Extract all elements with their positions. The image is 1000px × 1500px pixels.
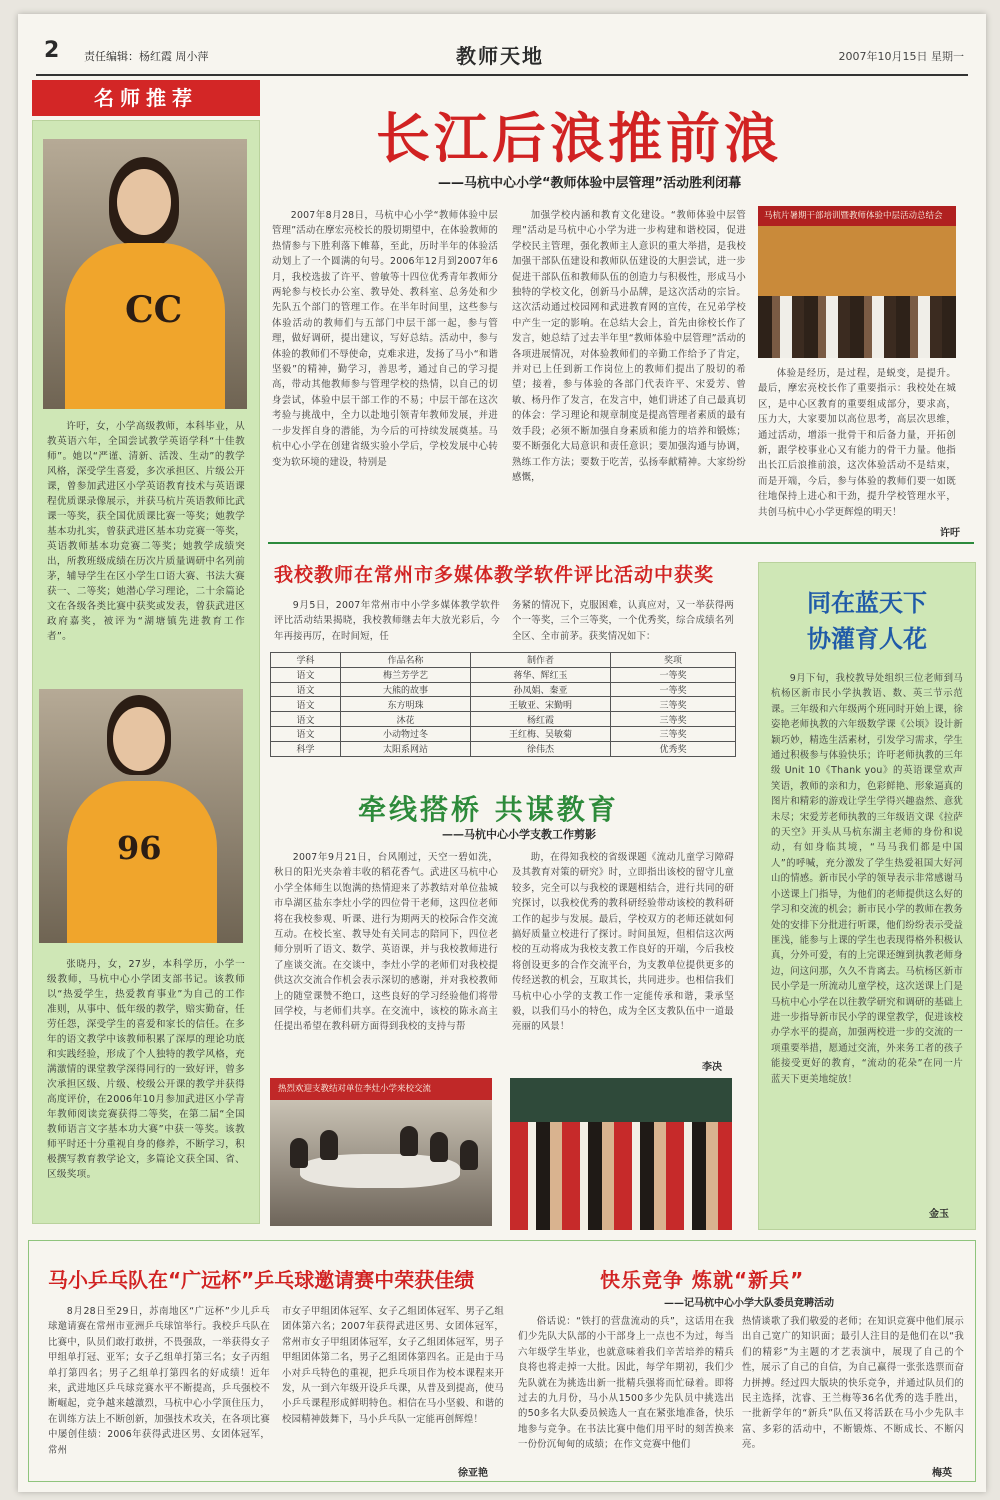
featured-teachers-sidebar <box>32 80 260 1225</box>
lead-photo-banner: 马杭片暑期干部培训暨教师体验中层活动总结会 <box>758 206 956 226</box>
table-cell: 三等奖 <box>611 726 736 741</box>
table-cell: 科学 <box>271 741 341 756</box>
table-cell: 梅兰芳学艺 <box>341 667 471 682</box>
section-divider <box>268 542 974 544</box>
table-cell: 一等奖 <box>611 667 736 682</box>
table-row <box>271 726 736 741</box>
table-cell: 一等奖 <box>611 682 736 697</box>
page-number: 2 <box>44 38 60 63</box>
table-cell: 大熊的故事 <box>341 682 471 697</box>
sidebar-panel <box>32 120 260 1224</box>
table-cell: 语文 <box>271 697 341 712</box>
sky-headline <box>759 585 975 657</box>
sky-article-text: 9月下旬，我校教导处组织三位老师到马杭杨区新市民小学执教语、数、英三节示范课。三年级和六年级两个班同时开始上课，徐姿艳老师执教的六年级数学课《公顷》设计新颖巧妙，精选生活素材，引发学习需求，学生通过积极参与体验快乐；许吁老师执教的三年级 Unit 10《Thank you》的英语课堂欢声笑语，教师的亲和力，色彩鲜艳、形象逼真的图片和精彩的游戏让学生学得兴趣盎然、意犹未尽；宋爱芳老师执教的三年级语文课《拉萨的天空》开头从马杭东湖主老师的身份和说动，有如身临其境，“马马我们都是中国人”的呼喊，充分激发了学生热爱祖国大好河山的情感。新市民小学的领导表示非常感谢马小送课上门指导，为他们的老师提供这么好的学习和交流的机会；新市民小学的教师在教务处的安排下分批进行听课，他们纷纷表示受益匪浅，能参与上课的学生也表现得格外积极认真，分外可爱，有的上完课还缠到执教老师身边，问这问那，久久不肯离去。马杭杨区新市民小学是一所流动儿童学校，这次送课上门是马杭中心小学在以往教学研究和调研的基础上进一步指导新市民小学的课堂教学，促进该校办学水平的提高，加强两校进一步的交流的一项重要举措，愿通过交流，外来务工者的孩子能接受更好的教育，“流动的花朵”在同一片蓝天下更美地绽放！ <box>771 673 963 1085</box>
shirt-logo-1: CC <box>125 289 183 331</box>
pingpong-article-col1: 8月28日至29日，苏南地区“广远杯”少儿乒乓球邀请赛在常州市亚洲乒乓球馆举行。我校乒乓队在比赛中，队员们敢打敢拼，不畏强敌，一举获得女子甲组单打冠、亚军；女子乙组单打第三名；女子丙组单打第四名；男子乙组单打第四名的好成绩！近年来，武进地区乒乓球竞赛水平不断提高，乒乓强校不断崛起，竞争越来越激烈，马杭中心小学顶住压力，在训练方法上不断创新，加强技术攻关，在各项比赛中屡创佳绩：2006年获得武进区男、女团体冠军，常州 <box>48 1306 270 1456</box>
table-cell: 语文 <box>271 712 341 727</box>
table-cell: 王敏亚、宋勤明 <box>471 697 611 712</box>
table-cell: 东方明珠 <box>341 697 471 712</box>
table-cell: 孙凤娟、秦亚 <box>471 682 611 697</box>
lead-article-col1: 2007年8月28日，马杭中心小学“教师体验中层管理”活动在摩宏亮校长的殷切期望中，在体验教师的热情参与下胜利落下帷幕，至此，历时半年的体验活动划上了一个圆满的句号。2006年12月到2007年6月，我校选拔了许平、曾敏等十四位优秀青年教师分两轮参与校长办公室、教导处、教科室、总务处和少先队五个部门的管理工作。在半年时间里，这些参与体验活动的教师们与五部门中层干部一起，参与管理，做好调研，提出建议，写好总结。活动中，参与体验的教师们不辱使命，克难求进，发扬了马小“和谐坚毅”的精神，勤学习，善思考，通过自己的学习提高，带动其他教师参与管理学校的热情，以自己的切身尝试，体验中层干部工作的不易；中层干部在这次考验与挑战中，全力以赴地引领青年教师发展，并进一步发挥自身的潜能，为今后的可持续发展奠基。马杭中心小学在创建省级实验小学后，学校发展中心转变为软环境的建设，特别是 <box>272 210 498 468</box>
section-name: 教师天地 <box>456 44 544 68</box>
table-row <box>271 741 736 756</box>
sky-headline-line2: 协灌育人花 <box>807 624 927 653</box>
support-photo-banner: 热烈欢迎支教结对单位李灶小学来校交流 <box>270 1078 492 1100</box>
col-authors: 制作者 <box>471 653 611 668</box>
support-article-col1: 2007年9月21日，台风刚过，天空一碧如洗，秋日的阳光夹杂着丰收的稻花香气。武进区马杭中心小学全体师生以饱满的热情迎来了苏教结对单位盐城市阜湖区盐东李灶小学的四位骨干老师，这四位老师将在我校参观、听课、进行为期两天的校际合作交流互动。在校长室、教导处有关同志的陪同下，四位老师分别听了语文、数学、英语课，并与我校教师进行了座谈交流。在交谈中，李灶小学的老师们对我校提供这次交流合作机会表示深切的感谢，并对我校教师上的随堂课赞不绝口，这些良好的学习经验他们将带回学校，与老师们共享。在交流中，该校的陈永高主任提出希望在教科研方面得到我校的支持与帮 <box>274 852 498 1033</box>
support-photo-meeting <box>270 1078 492 1226</box>
happy-subtitle: ——记马杭中心小学大队委员竞聘活动 <box>664 1298 834 1309</box>
table-row <box>271 682 736 697</box>
happy-author: 梅英 <box>932 1468 952 1479</box>
newspaper-page <box>18 14 986 1492</box>
sky-article-box <box>758 562 976 1230</box>
col-award: 奖项 <box>611 653 736 668</box>
support-author: 李决 <box>702 1062 722 1073</box>
table-cell: 三等奖 <box>611 697 736 712</box>
award-article-col1: 9月5日，2007年常州市中小学多媒体教学软件评比活动结果揭晓，我校教师继去年大放光彩后，今年再接再厉，在时间短，任 <box>274 600 500 642</box>
col-work-title: 作品名称 <box>341 653 471 668</box>
teacher-bio-2: 张晓丹，女，27岁，本科学历，小学一级教师，马杭中心小学团支部书记。该教师以“热爱学生，热爱教育事业”为自己的工作准则，从事中、低年级的教学，赔实勤奋，任劳任怨，深受学生的喜爱和家长的信任。在多年的语文教学中该教师积累了深厚的理论功底和实践经验，形成了个人独特的教学风格，充满激情的课堂教学深得同行的一致好评，曾多次承担区级、片级、校级公开课的教学并获得高度评价，在2006年10月参加武进区小学青年教师阅读竞赛获得二等奖，在第二届“全国教师语言文字基本功大赛”中获一等奖。该教师平时还十分重视自身的修养，不断学习，积极撰写教育教学论文，多篇论文获全国、省、区级奖项。 <box>47 959 245 1180</box>
table-cell: 小动物过冬 <box>341 726 471 741</box>
table-cell: 太阳系网站 <box>341 741 471 756</box>
table-cell: 优秀奖 <box>611 741 736 756</box>
support-article-col2: 助，在得知我校的省级课题《流动儿童学习障碍及其教育对策的研究》时，立即指出该校的留守儿童较多，完全可以与我校的课题相结合，进行共同的研究探讨，以我校优秀的教科研经验带动该校的教科研工作的起步与发展。最后，学校双方的老师还就如何搞好质量立校进行了探讨。时间虽短，但相信这次两校的互动将成为我校支教工作良好的开端，今后我校将创设更多的合作交流平台，为支教单位提供更多的传经送教的机会，互取其长，共同进步。也相信我们马杭中心小学的支教工作一定能传承和谐，秉承坚毅，以我们马小的特色，成为全区支教队伍中一道最亮丽的风景！ <box>512 852 734 1033</box>
pingpong-author: 徐亚艳 <box>458 1468 488 1479</box>
support-photo-classroom <box>510 1078 732 1230</box>
col-subject: 学科 <box>271 653 341 668</box>
table-cell: 语文 <box>271 667 341 682</box>
table-cell: 沐花 <box>341 712 471 727</box>
table-row <box>271 712 736 727</box>
support-subtitle: ——马杭中心小学支教工作剪影 <box>442 828 596 841</box>
sky-headline-line1: 同在蓝天下 <box>807 588 927 617</box>
sidebar-tab-title: 名师推荐 <box>32 80 260 116</box>
happy-article-col1: 俗话说：“铁打的营盘流动的兵”，这话用在我们少先队大队部的小干部身上一点也不为过，每当六年级学生毕业，也就意味着我们辛苦培养的精兵良将也将走掉一大批。因此，每学年期初，我们少先队就在为挑选出新一批精兵强将而忙碌着。即将过去的九月份，马小从1500多少先队员中挑选出的50多名大队委员候选人一直在紧张地准备，快乐地参与竞争。在书法比赛中他们用平时的刻苦换来一份份沉甸甸的成绩；在作文竞赛中他们 <box>518 1316 734 1451</box>
lead-headline: 长江后浪推前浪 <box>376 106 782 170</box>
table-row <box>271 667 736 682</box>
lead-article-photo <box>758 206 956 358</box>
table-cell: 徐伟杰 <box>471 741 611 756</box>
lead-article-col3: 体验是经历，是过程，是蜕变，是提升。最后，摩宏亮校长作了重要指示：我校处在城区，是中心区教育的重要组成部分，要求高，压力大，大家要加以高位思考，高层次思维，通过活动，增添一批骨干和后备力量，开拓创新，跟学校事业心又有能力的骨干力量。他指出长江后浪推前浪，这次体验活动不是结束，而是开端，今后，参与体验的教师们要一如既往地保持上进心和干劲，提升学校管理水平，共创马杭中心小学更辉煌的明天！ <box>758 368 956 518</box>
table-row <box>271 697 736 712</box>
award-article-col2: 务紧的情况下，克服困难，认真应对，又一举获得两个一等奖，三个三等奖，一个优秀奖，综合成绩名列全区、全市前茅。获奖情况如下： <box>512 600 734 642</box>
happy-article-col2: 热情谈歌了我们敬爱的老师；在知识竞赛中他们展示出自己宽广的知识面；最引人注目的是他们在以“我们的精彩”为主题的才艺表演中，展现了自己的个性，展示了自己的自信，为自己赢得一张张选票而奋力拼搏。经过四大版块的快乐竞争，并通过队员们的民主选择，沈睿、王兰梅等36名优秀的选手胜出，一批新学年的“新兵”队伍又将活跃在马小少先队丰富、多彩的活动中，不断锻炼、不断成长、不断闪亮。 <box>742 1316 964 1451</box>
lead-article-col2: 加强学校内涵和教育文化建设。“教师体验中层管理”活动是马杭中心小学为进一步构建和谐校园，促进学校民主管理，强化教师主人意识的重大举措，是我校加强干部队伍建设和教师队伍建设的大胆尝试，进一步促进干部队伍和教师队伍的创造力与积极性，形成马小独特的学校文化，创新马小品牌，是这次活动的宗旨。这次活动通过校园网和武进教育网的宣传，在兄弟学校中产生一定的影响。在总结大会上，首先由徐校长作了发言，她总结了过去半年里“教师体验中层管理”活动的各项进展情况，对体验教师们的辛勤工作给予了肯定，并对已上任到新工作岗位上的教师们提出了殷切的希望；接着，参与体验的各部门代表许平、宋爱芳、曾敏、杨丹作了发言，在发言中，她们讲述了自己最真切的体会：学习理论和规章制度是提高管理者素质的最有效手段；必须不断加强自身素质和能力的培养和锻炼；要不断强化大局意识和责任意识；要加强沟通与协调，熟练工作方法；要数于吃苦，弘扬奉献精神。大家纷纷感慨， <box>512 210 746 483</box>
teacher-photo-2 <box>39 689 243 943</box>
award-table <box>270 652 736 757</box>
editors-credit: 责任编辑：杨红霞 周小萍 <box>84 50 209 63</box>
teacher-bio-1: 许吁，女，小学高级教师，本科毕业，从教英语六年，全国尝试教学英语学科“十佳教师”。她以“严谨、清新、活泼、生动”的教学风格，深受学生喜爱，多次承担区、片级公开课，曾参加武进区小学英语教育技术与英语课程优质课录像展示，并获马杭片英语教师比武课一等奖，获全国优质课比赛一等奖；她教学基本功扎实，曾获武进区基本功竞赛一等奖，英语教师基本功竞赛二等奖；她教学成绩突出，所教班级成绩在历次片质量调研中名列前茅，辅导学生在区小学生口语大赛、书法大赛获一、二等奖；她潜心学习理论，二十余篇论文在各级各类比赛中获奖或发表，曾获武进区政府嘉奖，被评为“湖塘镇先进教育工作者”。 <box>47 421 245 642</box>
lead-subtitle: ——马杭中心小学“教师体验中层管理”活动胜利闭幕 <box>438 176 742 191</box>
table-cell: 语文 <box>271 726 341 741</box>
pingpong-article-col2: 市女子甲组团体冠军、女子乙组团体冠军、男子乙组团体第六名；2007年获得武进区男、女团体冠军，常州市女子甲组团体冠军，女子乙组团体冠军，男子甲组团体第二名，男子乙组团体第四名。正是由于马小对乒乓特色的重视，把乒乓项目作为校本课程来开发，从一到六年级开设乒乓课，从普及到提高，使马小乒乓课程形成鲜明特色。相信在马小坚毅、和谐的校园精神鼓舞下，马小乒乓队一定能再创辉煌！ <box>282 1306 504 1425</box>
lead-author: 许吁 <box>940 528 960 539</box>
sky-author: 金玉 <box>929 1209 949 1220</box>
table-cell: 王红梅、吴敏菊 <box>471 726 611 741</box>
happy-headline: 快乐竞争 炼就“新兵” <box>600 1268 805 1292</box>
support-headline: 牵线搭桥 共谋教育 <box>358 793 619 826</box>
issue-date: 2007年10月15日 星期一 <box>838 50 964 63</box>
table-cell: 蒋华、辉红玉 <box>471 667 611 682</box>
table-cell: 三等奖 <box>611 712 736 727</box>
award-headline: 我校教师在常州市多媒体教学软件评比活动中获奖 <box>274 564 715 586</box>
teacher-photo-1 <box>43 139 247 409</box>
table-cell: 语文 <box>271 682 341 697</box>
award-table-header <box>271 653 736 668</box>
pingpong-headline: 马小乒乓队在“广远杯”乒乓球邀请赛中荣获佳绩 <box>48 1268 475 1292</box>
page-header <box>36 34 968 76</box>
shirt-logo-2: 96 <box>117 829 162 867</box>
table-cell: 杨红霞 <box>471 712 611 727</box>
